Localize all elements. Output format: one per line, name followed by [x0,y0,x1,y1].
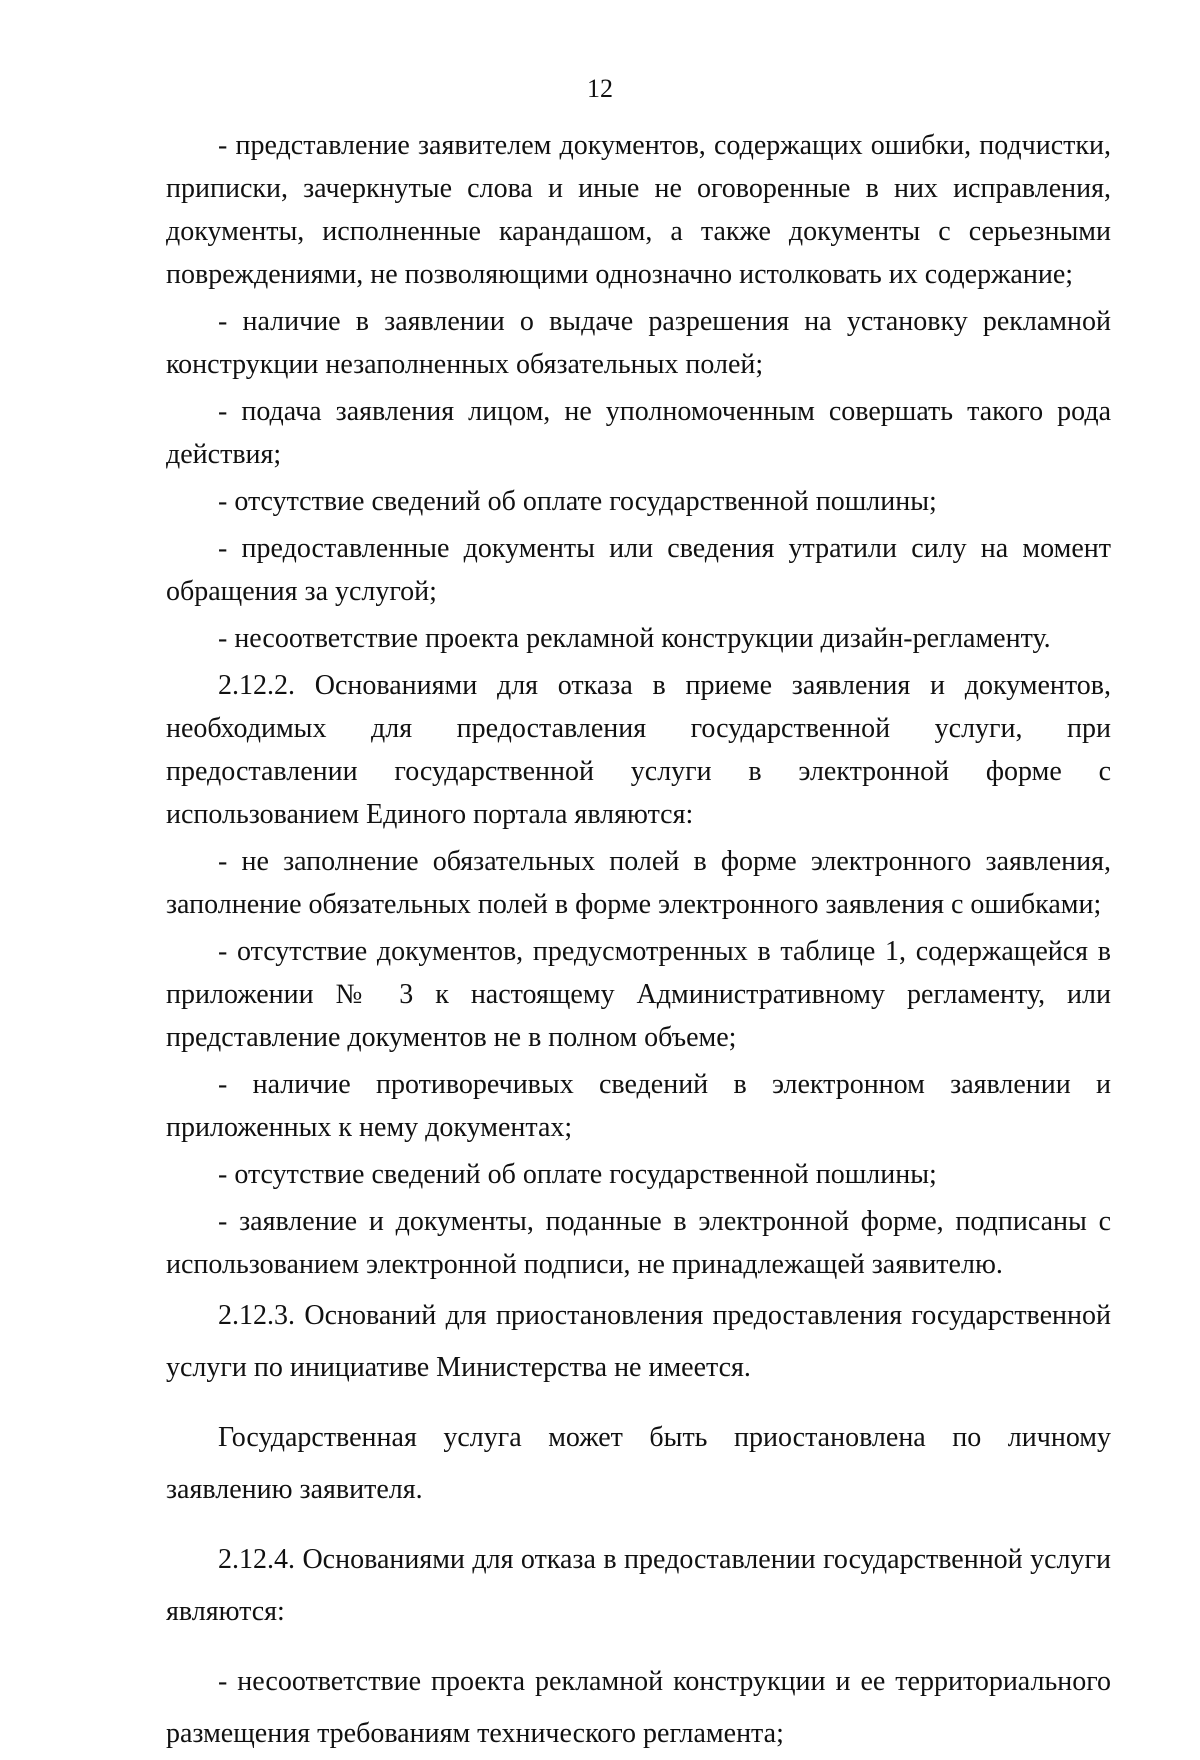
paragraph-no-fee-info: - отсутствие сведений об оплате государственной пошлины; [218,486,937,517]
paragraph-unauthorized-person: - подача заявления лицом, не уполномоченным совершать такого рода действия; [166,396,1111,470]
paragraph-missing-documents: - отсутствие документов, предусмотренных в таблице 1, содержащейся в приложении № 3 к настоящему Административному регламенту, или представление документов не в полном объеме; [166,936,1111,1053]
paragraph-section-2-12-2: 2.12.2. Основаниями для отказа в приеме заявления и документов, необходимых для предоставления государственной услуги, при предоставлении государственной услуги в электронной форме с использованием Единого портала являются: [166,670,1111,830]
paragraph-errors-in-documents: - представление заявителем документов, содержащих ошибки, подчистки, приписки, зачеркнутые слова и иные не оговоренные в них исправления, документы, исполненные карандашом, а также документы с серьезными повреждениями, не позволяющими однозначно истолковать их содержание; [166,130,1111,290]
paragraph-design-mismatch: - несоответствие проекта рекламной конструкции дизайн-регламенту. [218,623,1051,654]
paragraph-section-2-12-3: 2.12.3. Оснований для приостановления предоставления государственной услуги по инициативе Министерства не имеется. [166,1300,1111,1383]
paragraph-technical-regulation-mismatch: - несоответствие проекта рекламной конструкции и ее территориального размещения требованиям технического регламента; [166,1666,1111,1749]
document-body [166,124,1111,1760]
paragraph-required-fields-errors: - не заполнение обязательных полей в форме электронного заявления, заполнение обязательных полей в форме электронного заявления с ошибками; [166,846,1111,920]
paragraph-no-fee-info-electronic: - отсутствие сведений об оплате государственной пошлины; [218,1159,937,1190]
paragraph-section-2-12-4: 2.12.4. Основаниями для отказа в предоставлении государственной услуги являются: [166,1544,1111,1627]
page-number: 12 [587,74,613,103]
paragraph-contradictory-info: - наличие противоречивых сведений в электронном заявлении и приложенных к нему документах; [166,1069,1111,1143]
paragraph-expired-documents: - предоставленные документы или сведения утратили силу на момент обращения за услугой; [166,533,1111,607]
paragraph-unfilled-fields: - наличие в заявлении о выдаче разрешения на установку рекламной конструкции незаполненных обязательных полей; [166,306,1111,380]
paragraph-suspension-by-applicant: Государственная услуга может быть приостановлена по личному заявлению заявителя. [166,1422,1111,1505]
paragraph-signature-mismatch: - заявление и документы, поданные в электронной форме, подписаны с использованием электронной подписи, не принадлежащей заявителю. [166,1206,1111,1280]
